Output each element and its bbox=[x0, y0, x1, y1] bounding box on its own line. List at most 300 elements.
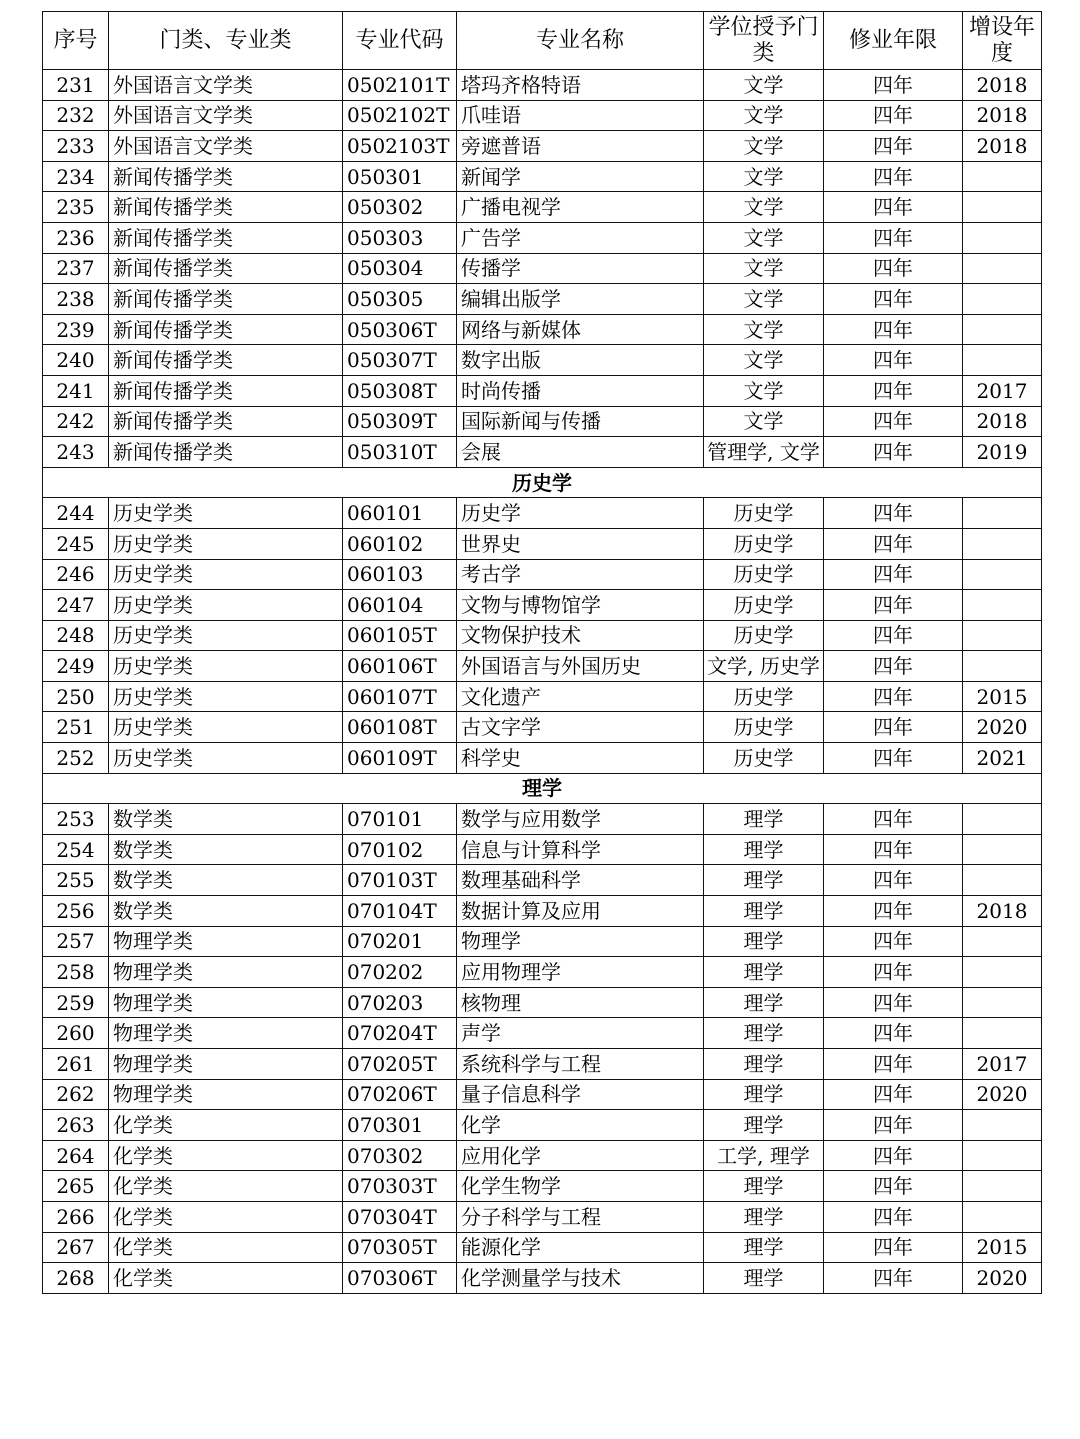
cell-name: 广告学 bbox=[457, 222, 704, 253]
cell-degree: 理学 bbox=[704, 1201, 824, 1232]
cell-num: 245 bbox=[43, 528, 109, 559]
cell-degree: 理学 bbox=[704, 1171, 824, 1202]
cell-year bbox=[963, 957, 1042, 988]
cell-duration: 四年 bbox=[824, 314, 963, 345]
cell-duration: 四年 bbox=[824, 804, 963, 835]
cell-code: 050303 bbox=[343, 222, 457, 253]
cell-category: 新闻传播学类 bbox=[109, 375, 343, 406]
cell-code: 070103T bbox=[343, 865, 457, 896]
table-row bbox=[43, 375, 1042, 406]
cell-code: 060105T bbox=[343, 620, 457, 651]
cell-num: 255 bbox=[43, 865, 109, 896]
cell-year: 2018 bbox=[963, 70, 1042, 101]
cell-name: 世界史 bbox=[457, 528, 704, 559]
table-row bbox=[43, 345, 1042, 376]
cell-code: 070306T bbox=[343, 1263, 457, 1294]
cell-degree: 理学 bbox=[704, 926, 824, 957]
cell-year bbox=[963, 345, 1042, 376]
cell-category: 物理学类 bbox=[109, 1049, 343, 1080]
cell-category: 历史学类 bbox=[109, 681, 343, 712]
cell-num: 244 bbox=[43, 498, 109, 529]
cell-duration: 四年 bbox=[824, 1018, 963, 1049]
cell-num: 261 bbox=[43, 1049, 109, 1080]
cell-year: 2017 bbox=[963, 1049, 1042, 1080]
cell-num: 248 bbox=[43, 620, 109, 651]
section-title: 理学 bbox=[43, 773, 1042, 804]
cell-num: 257 bbox=[43, 926, 109, 957]
cell-year bbox=[963, 161, 1042, 192]
cell-name: 化学 bbox=[457, 1110, 704, 1141]
cell-duration: 四年 bbox=[824, 528, 963, 559]
table-row bbox=[43, 804, 1042, 835]
majors-table bbox=[42, 11, 1042, 1294]
table-row bbox=[43, 1140, 1042, 1171]
table-row bbox=[43, 1201, 1042, 1232]
table-row bbox=[43, 987, 1042, 1018]
cell-category: 化学类 bbox=[109, 1263, 343, 1294]
cell-num: 260 bbox=[43, 1018, 109, 1049]
cell-code: 0502101T bbox=[343, 70, 457, 101]
cell-duration: 四年 bbox=[824, 1110, 963, 1141]
cell-year: 2018 bbox=[963, 896, 1042, 927]
cell-category: 物理学类 bbox=[109, 1018, 343, 1049]
header-code: 专业代码 bbox=[343, 12, 457, 70]
cell-duration: 四年 bbox=[824, 1079, 963, 1110]
cell-category: 化学类 bbox=[109, 1110, 343, 1141]
cell-category: 化学类 bbox=[109, 1232, 343, 1263]
cell-year: 2020 bbox=[963, 712, 1042, 743]
cell-code: 060107T bbox=[343, 681, 457, 712]
table-row bbox=[43, 743, 1042, 774]
cell-num: 258 bbox=[43, 957, 109, 988]
cell-num: 231 bbox=[43, 70, 109, 101]
cell-code: 0502102T bbox=[343, 100, 457, 131]
cell-code: 050308T bbox=[343, 375, 457, 406]
cell-category: 外国语言文学类 bbox=[109, 131, 343, 162]
section-row bbox=[43, 467, 1042, 498]
cell-name: 数理基础科学 bbox=[457, 865, 704, 896]
cell-name: 信息与计算科学 bbox=[457, 834, 704, 865]
cell-duration: 四年 bbox=[824, 620, 963, 651]
cell-num: 237 bbox=[43, 253, 109, 284]
cell-code: 060101 bbox=[343, 498, 457, 529]
cell-category: 新闻传播学类 bbox=[109, 345, 343, 376]
cell-category: 化学类 bbox=[109, 1201, 343, 1232]
header-row bbox=[43, 12, 1042, 70]
cell-code: 050307T bbox=[343, 345, 457, 376]
cell-duration: 四年 bbox=[824, 345, 963, 376]
cell-year bbox=[963, 590, 1042, 621]
cell-name: 文物保护技术 bbox=[457, 620, 704, 651]
cell-duration: 四年 bbox=[824, 957, 963, 988]
cell-category: 历史学类 bbox=[109, 498, 343, 529]
cell-duration: 四年 bbox=[824, 651, 963, 682]
cell-name: 物理学 bbox=[457, 926, 704, 957]
cell-year bbox=[963, 1110, 1042, 1141]
cell-category: 新闻传播学类 bbox=[109, 192, 343, 223]
cell-code: 070204T bbox=[343, 1018, 457, 1049]
table-row bbox=[43, 1018, 1042, 1049]
cell-code: 070302 bbox=[343, 1140, 457, 1171]
cell-code: 050304 bbox=[343, 253, 457, 284]
cell-num: 235 bbox=[43, 192, 109, 223]
cell-category: 化学类 bbox=[109, 1171, 343, 1202]
cell-name: 编辑出版学 bbox=[457, 284, 704, 315]
cell-year: 2017 bbox=[963, 375, 1042, 406]
table-row bbox=[43, 1263, 1042, 1294]
cell-degree: 理学 bbox=[704, 804, 824, 835]
cell-code: 070101 bbox=[343, 804, 457, 835]
cell-duration: 四年 bbox=[824, 253, 963, 284]
cell-degree: 历史学 bbox=[704, 528, 824, 559]
cell-duration: 四年 bbox=[824, 1263, 963, 1294]
cell-category: 新闻传播学类 bbox=[109, 284, 343, 315]
cell-duration: 四年 bbox=[824, 161, 963, 192]
cell-num: 250 bbox=[43, 681, 109, 712]
cell-code: 070104T bbox=[343, 896, 457, 927]
table-row bbox=[43, 161, 1042, 192]
cell-num: 259 bbox=[43, 987, 109, 1018]
cell-name: 会展 bbox=[457, 437, 704, 468]
cell-num: 242 bbox=[43, 406, 109, 437]
cell-duration: 四年 bbox=[824, 559, 963, 590]
cell-category: 历史学类 bbox=[109, 712, 343, 743]
cell-name: 应用化学 bbox=[457, 1140, 704, 1171]
cell-degree: 文学 bbox=[704, 161, 824, 192]
cell-name: 数据计算及应用 bbox=[457, 896, 704, 927]
cell-code: 060102 bbox=[343, 528, 457, 559]
cell-degree: 文学 bbox=[704, 284, 824, 315]
table-row bbox=[43, 834, 1042, 865]
cell-duration: 四年 bbox=[824, 1140, 963, 1171]
cell-category: 新闻传播学类 bbox=[109, 406, 343, 437]
header-name: 专业名称 bbox=[457, 12, 704, 70]
cell-degree: 历史学 bbox=[704, 559, 824, 590]
cell-code: 060103 bbox=[343, 559, 457, 590]
cell-degree: 工学, 理学 bbox=[704, 1140, 824, 1171]
cell-num: 232 bbox=[43, 100, 109, 131]
cell-num: 246 bbox=[43, 559, 109, 590]
table-row bbox=[43, 1232, 1042, 1263]
cell-duration: 四年 bbox=[824, 1201, 963, 1232]
cell-name: 科学史 bbox=[457, 743, 704, 774]
cell-year bbox=[963, 804, 1042, 835]
cell-category: 物理学类 bbox=[109, 1079, 343, 1110]
cell-num: 268 bbox=[43, 1263, 109, 1294]
cell-year bbox=[963, 498, 1042, 529]
cell-category: 历史学类 bbox=[109, 590, 343, 621]
cell-name: 文化遗产 bbox=[457, 681, 704, 712]
cell-degree: 管理学, 文学 bbox=[704, 437, 824, 468]
cell-year: 2020 bbox=[963, 1079, 1042, 1110]
cell-category: 新闻传播学类 bbox=[109, 314, 343, 345]
cell-year bbox=[963, 926, 1042, 957]
cell-degree: 历史学 bbox=[704, 590, 824, 621]
cell-name: 爪哇语 bbox=[457, 100, 704, 131]
cell-category: 历史学类 bbox=[109, 528, 343, 559]
table-row bbox=[43, 437, 1042, 468]
cell-year bbox=[963, 222, 1042, 253]
cell-degree: 文学 bbox=[704, 100, 824, 131]
table-row bbox=[43, 1049, 1042, 1080]
cell-category: 历史学类 bbox=[109, 559, 343, 590]
cell-name: 广播电视学 bbox=[457, 192, 704, 223]
cell-year bbox=[963, 834, 1042, 865]
cell-degree: 文学 bbox=[704, 70, 824, 101]
cell-num: 266 bbox=[43, 1201, 109, 1232]
cell-year bbox=[963, 559, 1042, 590]
cell-num: 236 bbox=[43, 222, 109, 253]
cell-name: 量子信息科学 bbox=[457, 1079, 704, 1110]
cell-code: 070102 bbox=[343, 834, 457, 865]
cell-duration: 四年 bbox=[824, 834, 963, 865]
table-row bbox=[43, 926, 1042, 957]
cell-category: 数学类 bbox=[109, 865, 343, 896]
cell-degree: 文学 bbox=[704, 253, 824, 284]
cell-year bbox=[963, 284, 1042, 315]
cell-degree: 文学 bbox=[704, 222, 824, 253]
cell-name: 文物与博物馆学 bbox=[457, 590, 704, 621]
table-row bbox=[43, 100, 1042, 131]
cell-category: 新闻传播学类 bbox=[109, 161, 343, 192]
cell-category: 物理学类 bbox=[109, 957, 343, 988]
table-row bbox=[43, 284, 1042, 315]
cell-num: 256 bbox=[43, 896, 109, 927]
cell-code: 050302 bbox=[343, 192, 457, 223]
cell-name: 化学测量学与技术 bbox=[457, 1263, 704, 1294]
header-num: 序号 bbox=[43, 12, 109, 70]
cell-year bbox=[963, 253, 1042, 284]
cell-name: 国际新闻与传播 bbox=[457, 406, 704, 437]
header-category: 门类、专业类 bbox=[109, 12, 343, 70]
cell-name: 系统科学与工程 bbox=[457, 1049, 704, 1080]
table-row bbox=[43, 70, 1042, 101]
cell-name: 传播学 bbox=[457, 253, 704, 284]
cell-num: 254 bbox=[43, 834, 109, 865]
cell-year bbox=[963, 1018, 1042, 1049]
cell-code: 060104 bbox=[343, 590, 457, 621]
cell-year: 2015 bbox=[963, 1232, 1042, 1263]
table-row bbox=[43, 406, 1042, 437]
cell-degree: 历史学 bbox=[704, 743, 824, 774]
table-row bbox=[43, 559, 1042, 590]
cell-category: 历史学类 bbox=[109, 743, 343, 774]
cell-duration: 四年 bbox=[824, 865, 963, 896]
table-row bbox=[43, 528, 1042, 559]
cell-degree: 理学 bbox=[704, 1232, 824, 1263]
table-row bbox=[43, 590, 1042, 621]
cell-year: 2020 bbox=[963, 1263, 1042, 1294]
cell-year bbox=[963, 1140, 1042, 1171]
table-row bbox=[43, 253, 1042, 284]
cell-duration: 四年 bbox=[824, 743, 963, 774]
header-duration: 修业年限 bbox=[824, 12, 963, 70]
cell-category: 历史学类 bbox=[109, 620, 343, 651]
cell-num: 253 bbox=[43, 804, 109, 835]
cell-category: 数学类 bbox=[109, 834, 343, 865]
cell-code: 070206T bbox=[343, 1079, 457, 1110]
cell-duration: 四年 bbox=[824, 100, 963, 131]
cell-name: 旁遮普语 bbox=[457, 131, 704, 162]
cell-num: 262 bbox=[43, 1079, 109, 1110]
cell-name: 塔玛齐格特语 bbox=[457, 70, 704, 101]
cell-year: 2018 bbox=[963, 100, 1042, 131]
table-row bbox=[43, 131, 1042, 162]
cell-name: 数字出版 bbox=[457, 345, 704, 376]
cell-duration: 四年 bbox=[824, 375, 963, 406]
cell-duration: 四年 bbox=[824, 1049, 963, 1080]
cell-name: 古文字学 bbox=[457, 712, 704, 743]
cell-degree: 文学 bbox=[704, 375, 824, 406]
section-row bbox=[43, 773, 1042, 804]
cell-category: 数学类 bbox=[109, 896, 343, 927]
table-row bbox=[43, 222, 1042, 253]
cell-num: 267 bbox=[43, 1232, 109, 1263]
cell-num: 251 bbox=[43, 712, 109, 743]
cell-duration: 四年 bbox=[824, 284, 963, 315]
header-degree: 学位授予门类 bbox=[704, 12, 824, 70]
cell-num: 247 bbox=[43, 590, 109, 621]
cell-degree: 理学 bbox=[704, 1110, 824, 1141]
cell-year bbox=[963, 528, 1042, 559]
cell-degree: 理学 bbox=[704, 957, 824, 988]
cell-year: 2021 bbox=[963, 743, 1042, 774]
cell-code: 050310T bbox=[343, 437, 457, 468]
cell-num: 264 bbox=[43, 1140, 109, 1171]
cell-category: 化学类 bbox=[109, 1140, 343, 1171]
cell-code: 0502103T bbox=[343, 131, 457, 162]
cell-year bbox=[963, 1201, 1042, 1232]
cell-duration: 四年 bbox=[824, 437, 963, 468]
cell-duration: 四年 bbox=[824, 681, 963, 712]
cell-year bbox=[963, 865, 1042, 896]
table-row bbox=[43, 498, 1042, 529]
cell-duration: 四年 bbox=[824, 590, 963, 621]
table-row bbox=[43, 1171, 1042, 1202]
cell-degree: 理学 bbox=[704, 1263, 824, 1294]
cell-degree: 理学 bbox=[704, 834, 824, 865]
cell-num: 238 bbox=[43, 284, 109, 315]
cell-duration: 四年 bbox=[824, 987, 963, 1018]
cell-name: 能源化学 bbox=[457, 1232, 704, 1263]
header-year: 增设年度 bbox=[963, 12, 1042, 70]
cell-num: 233 bbox=[43, 131, 109, 162]
cell-year: 2019 bbox=[963, 437, 1042, 468]
table-row bbox=[43, 712, 1042, 743]
cell-degree: 文学 bbox=[704, 406, 824, 437]
cell-category: 外国语言文学类 bbox=[109, 70, 343, 101]
table-row bbox=[43, 192, 1042, 223]
cell-code: 070304T bbox=[343, 1201, 457, 1232]
cell-year bbox=[963, 192, 1042, 223]
cell-category: 物理学类 bbox=[109, 926, 343, 957]
cell-duration: 四年 bbox=[824, 222, 963, 253]
table-row bbox=[43, 1110, 1042, 1141]
cell-degree: 文学 bbox=[704, 192, 824, 223]
cell-num: 234 bbox=[43, 161, 109, 192]
cell-degree: 文学, 历史学 bbox=[704, 651, 824, 682]
cell-category: 历史学类 bbox=[109, 651, 343, 682]
cell-degree: 历史学 bbox=[704, 620, 824, 651]
cell-code: 070202 bbox=[343, 957, 457, 988]
cell-year bbox=[963, 651, 1042, 682]
cell-degree: 理学 bbox=[704, 1018, 824, 1049]
cell-category: 新闻传播学类 bbox=[109, 253, 343, 284]
cell-num: 241 bbox=[43, 375, 109, 406]
cell-name: 核物理 bbox=[457, 987, 704, 1018]
cell-code: 060109T bbox=[343, 743, 457, 774]
cell-code: 050305 bbox=[343, 284, 457, 315]
table-body bbox=[43, 70, 1042, 1294]
cell-year: 2018 bbox=[963, 406, 1042, 437]
cell-code: 070303T bbox=[343, 1171, 457, 1202]
cell-degree: 理学 bbox=[704, 987, 824, 1018]
cell-year: 2015 bbox=[963, 681, 1042, 712]
table-row bbox=[43, 314, 1042, 345]
cell-code: 050301 bbox=[343, 161, 457, 192]
cell-name: 网络与新媒体 bbox=[457, 314, 704, 345]
cell-year: 2018 bbox=[963, 131, 1042, 162]
table-row bbox=[43, 681, 1042, 712]
cell-degree: 文学 bbox=[704, 314, 824, 345]
cell-duration: 四年 bbox=[824, 131, 963, 162]
cell-code: 070305T bbox=[343, 1232, 457, 1263]
cell-degree: 历史学 bbox=[704, 712, 824, 743]
cell-degree: 理学 bbox=[704, 865, 824, 896]
cell-name: 新闻学 bbox=[457, 161, 704, 192]
cell-num: 252 bbox=[43, 743, 109, 774]
cell-degree: 历史学 bbox=[704, 681, 824, 712]
table-row bbox=[43, 1079, 1042, 1110]
cell-name: 分子科学与工程 bbox=[457, 1201, 704, 1232]
cell-category: 数学类 bbox=[109, 804, 343, 835]
cell-duration: 四年 bbox=[824, 498, 963, 529]
cell-code: 050309T bbox=[343, 406, 457, 437]
cell-degree: 理学 bbox=[704, 1049, 824, 1080]
cell-degree: 理学 bbox=[704, 896, 824, 927]
cell-code: 050306T bbox=[343, 314, 457, 345]
cell-duration: 四年 bbox=[824, 896, 963, 927]
cell-name: 考古学 bbox=[457, 559, 704, 590]
cell-code: 070301 bbox=[343, 1110, 457, 1141]
cell-num: 240 bbox=[43, 345, 109, 376]
cell-name: 化学生物学 bbox=[457, 1171, 704, 1202]
cell-category: 物理学类 bbox=[109, 987, 343, 1018]
cell-code: 070201 bbox=[343, 926, 457, 957]
cell-year bbox=[963, 314, 1042, 345]
cell-num: 263 bbox=[43, 1110, 109, 1141]
cell-num: 249 bbox=[43, 651, 109, 682]
cell-name: 应用物理学 bbox=[457, 957, 704, 988]
cell-duration: 四年 bbox=[824, 1232, 963, 1263]
cell-name: 外国语言与外国历史 bbox=[457, 651, 704, 682]
table-row bbox=[43, 896, 1042, 927]
cell-code: 070205T bbox=[343, 1049, 457, 1080]
cell-duration: 四年 bbox=[824, 192, 963, 223]
cell-code: 060108T bbox=[343, 712, 457, 743]
cell-num: 243 bbox=[43, 437, 109, 468]
cell-name: 声学 bbox=[457, 1018, 704, 1049]
cell-code: 070203 bbox=[343, 987, 457, 1018]
cell-num: 265 bbox=[43, 1171, 109, 1202]
cell-name: 时尚传播 bbox=[457, 375, 704, 406]
table-row bbox=[43, 620, 1042, 651]
cell-degree: 历史学 bbox=[704, 498, 824, 529]
cell-duration: 四年 bbox=[824, 70, 963, 101]
cell-degree: 文学 bbox=[704, 345, 824, 376]
cell-year bbox=[963, 620, 1042, 651]
cell-duration: 四年 bbox=[824, 712, 963, 743]
